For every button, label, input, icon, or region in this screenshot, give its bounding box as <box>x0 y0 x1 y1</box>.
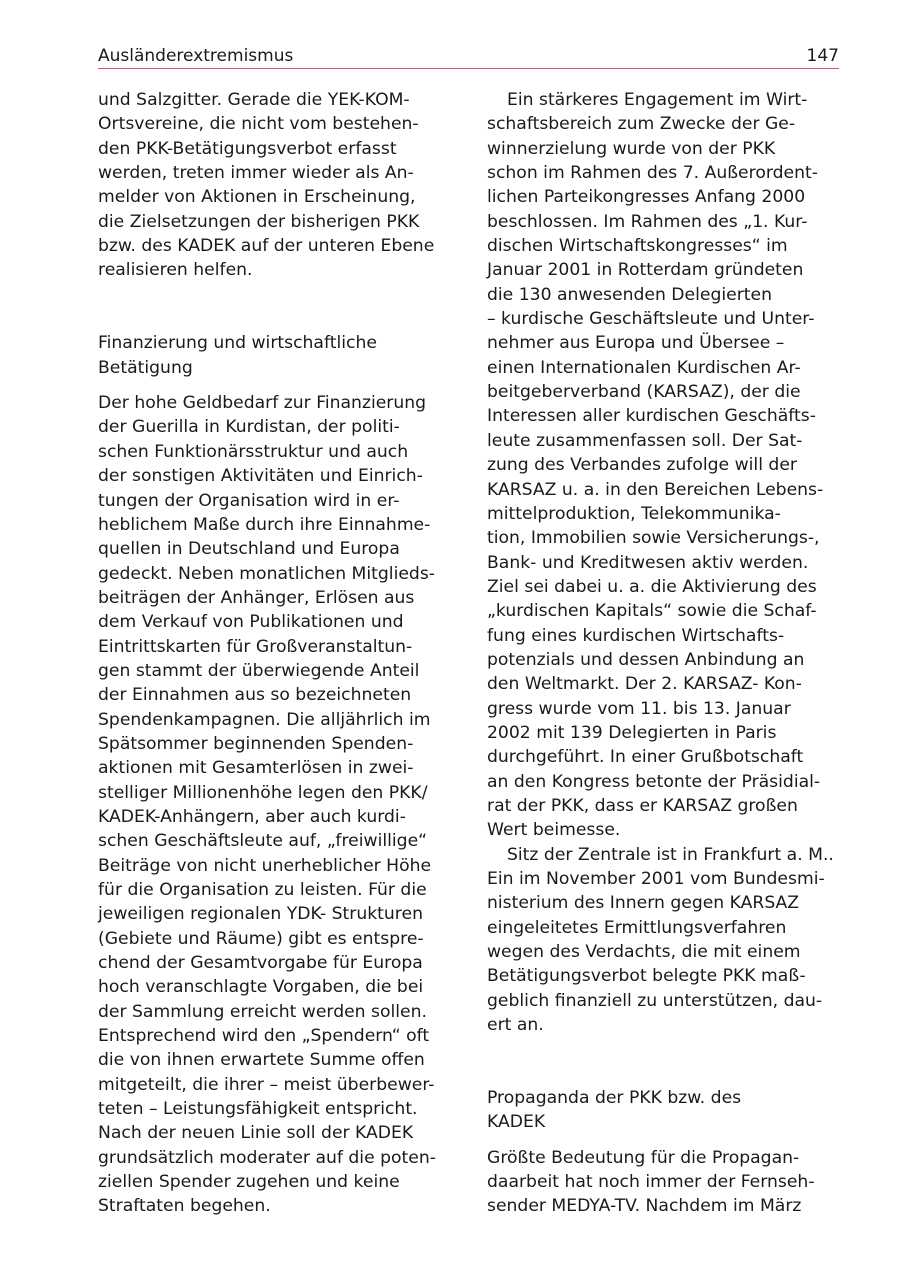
section-heading <box>98 331 458 380</box>
text-line: der Einnahmen aus so bezeichneten <box>98 685 412 706</box>
text-line: der sonstigen Aktivitäten und Einrich- <box>98 466 423 487</box>
spacer <box>98 283 458 307</box>
text-line: nehmer aus Europa und Übersee – <box>487 333 785 354</box>
text-line: tion, Immobilien sowie Versicherungs-, <box>487 528 820 549</box>
right-column <box>487 88 847 1219</box>
text-line: geblich finanziell zu unterstützen, dau- <box>487 990 823 1011</box>
text-line: durchgeführt. In einer Grußbotschaft <box>487 747 804 768</box>
text-line: mittelproduktion, Telekommunika- <box>487 503 781 524</box>
text-line: (Gebiete und Räume) gibt es entspre- <box>98 928 424 949</box>
text-line: beschlossen. Im Rahmen des „1. Kur- <box>487 211 808 232</box>
text-line: und Salzgitter. Gerade die YEK-KOM- <box>98 90 410 110</box>
text-line: grundsätzlich moderater auf die poten- <box>98 1147 436 1168</box>
text-line: schen Geschäftsleute auf, „freiwillige“ <box>98 831 428 852</box>
text-line: stelliger Millionenhöhe legen den PKK/ <box>98 782 428 803</box>
text-line: Ein stärkeres Engagement im Wirt- <box>507 90 808 110</box>
text-line: Januar 2001 in Rotterdam gründeten <box>487 260 804 281</box>
text-line: Interessen aller kurdischen Geschäfts- <box>487 406 816 427</box>
text-line: schon im Rahmen des 7. Außerordent- <box>487 163 818 184</box>
text-line: teten – Leistungsfähigkeit entspricht. <box>98 1099 418 1120</box>
page-number: 147 <box>806 46 839 66</box>
spacer <box>487 1062 847 1086</box>
text-line: tungen der Organisation wird in er- <box>98 490 400 511</box>
text-line: daarbeit hat noch immer der Fernseh- <box>487 1172 815 1193</box>
text-line: quellen in Deutschland und Europa <box>98 539 400 560</box>
spacer <box>98 380 458 391</box>
text-line: beiträgen der Anhänger, Erlösen aus <box>98 587 415 608</box>
text-line: Der hohe Geldbedarf zur Finanzierung <box>98 393 427 414</box>
text-line: potenzials und dessen Anbindung an <box>487 649 805 670</box>
spacer <box>98 307 458 331</box>
header-title: Ausländerextremismus <box>98 46 294 66</box>
paragraph <box>98 88 458 283</box>
text-line: Bank- und Kreditwesen aktiv werden. <box>487 552 809 573</box>
text-line: Größte Bedeutung für die Propagan- <box>487 1147 800 1168</box>
text-line: Sitz der Zentrale ist in Frankfurt a. M.. <box>507 844 834 865</box>
text-line: zung des Verbandes zufolge will der <box>487 455 797 476</box>
text-line: melder von Aktionen in Erscheinung, <box>98 187 416 208</box>
paragraph <box>487 1146 847 1219</box>
text-line: die von ihnen erwartete Summe offen <box>98 1050 425 1071</box>
text-line: Spendenkampagnen. Die alljährlich im <box>98 709 431 730</box>
text-line: – kurdische Geschäftsleute und Unter- <box>487 309 815 330</box>
text-line: Eintrittskarten für Großveranstaltun- <box>98 636 413 657</box>
text-line: beitgeberverband (KARSAZ), der die <box>487 382 801 403</box>
text-line: wegen des Verdachts, die mit einem <box>487 942 801 963</box>
text-line: rat der PKK, dass er KARSAZ großen <box>487 795 798 816</box>
paragraph <box>487 88 847 843</box>
text-line: KARSAZ u. a. in den Bereichen Lebens- <box>487 479 824 500</box>
text-line: lichen Parteikongresses Anfang 2000 <box>487 187 806 208</box>
spacer <box>487 1037 847 1061</box>
text-line: Ein im November 2001 vom Bundesmi- <box>487 869 825 889</box>
text-line: schen Funktionärsstruktur und auch <box>98 441 409 462</box>
text-line: den Weltmarkt. Der 2. KARSAZ- Kon- <box>487 674 802 695</box>
text-line: schaftsbereich zum Zwecke der Ge- <box>487 114 796 135</box>
text-line: Entsprechend wird den „Spendern“ oft <box>98 1026 430 1047</box>
text-line: leute zusammenfassen soll. Der Sat- <box>487 430 803 451</box>
text-line: Straftaten begehen. <box>98 1196 271 1217</box>
text-line: gress wurde vom 11. bis 13. Januar <box>487 698 791 719</box>
section-heading <box>487 1086 847 1135</box>
heading-line: Propaganda der PKK bzw. des <box>487 1088 742 1109</box>
text-line: 2002 mit 139 Delegierten in Paris <box>487 722 777 743</box>
text-line: heblichem Maße durch ihre Einnahme- <box>98 514 431 535</box>
text-line: gedeckt. Neben monatlichen Mitglieds- <box>98 563 436 584</box>
text-line: dem Verkauf von Publikationen und <box>98 612 404 633</box>
text-line: KADEK-Anhängern, aber auch kurdi- <box>98 806 406 827</box>
text-line: Betätigungsverbot belegte PKK maß- <box>487 966 806 987</box>
text-line: die 130 anwesenden Delegierten <box>487 284 773 305</box>
text-line: Wert beimesse. <box>487 820 621 841</box>
text-line: sender MEDYA-TV. Nachdem im März <box>487 1196 802 1217</box>
text-line: eingeleitetes Ermittlungsverfahren <box>487 917 787 938</box>
text-line: chend der Gesamtvorgabe für Europa <box>98 953 423 974</box>
text-line: realisieren helfen. <box>98 260 253 281</box>
text-line: dischen Wirtschaftskongresses“ im <box>487 236 788 257</box>
text-line: winnerzielung wurde von der PKK <box>487 138 776 159</box>
left-column <box>98 88 458 1219</box>
text-line: aktionen mit Gesamterlösen in zwei- <box>98 758 414 779</box>
text-line: Nach der neuen Linie soll der KADEK <box>98 1123 414 1144</box>
text-line: gen stammt der überwiegende Anteil <box>98 660 420 681</box>
text-line: einen Internationalen Kurdischen Ar- <box>487 357 801 378</box>
paragraph <box>487 843 847 1038</box>
text-line: bzw. des KADEK auf der unteren Ebene <box>98 236 435 257</box>
text-line: Ortsvereine, die nicht vom bestehen- <box>98 114 419 135</box>
text-line: werden, treten immer wieder als An- <box>98 163 414 184</box>
text-line: Ziel sei dabei u. a. die Aktivierung des <box>487 576 817 597</box>
text-line: Spätsommer beginnenden Spenden- <box>98 733 414 754</box>
running-header <box>98 44 839 69</box>
paragraph <box>98 391 458 1219</box>
text-line: den PKK-Betätigungsverbot erfasst <box>98 138 397 159</box>
text-line: jeweiligen regionalen YDK- Strukturen <box>98 904 423 925</box>
text-line: „kurdischen Kapitals“ sowie die Schaf- <box>487 601 817 622</box>
text-line: für die Organisation zu leisten. Für die <box>98 880 427 900</box>
text-line: ziellen Spender zugehen und keine <box>98 1172 400 1193</box>
heading-line: Finanzierung und wirtschaftliche <box>98 333 377 354</box>
text-line: nisterium des Innern gegen KARSAZ <box>487 893 800 914</box>
heading-line: KADEK <box>487 1112 546 1133</box>
heading-line: Betätigung <box>98 357 193 378</box>
spacer <box>487 1135 847 1146</box>
text-line: Beiträge von nicht unerheblicher Höhe <box>98 855 432 876</box>
text-line: die Zielsetzungen der bisherigen PKK <box>98 211 420 232</box>
text-line: fung eines kurdischen Wirtschafts- <box>487 625 785 646</box>
text-line: an den Kongress betonte der Präsidial- <box>487 771 821 792</box>
text-line: der Sammlung erreicht werden sollen. <box>98 1001 427 1022</box>
text-line: hoch veranschlagte Vorgaben, die bei <box>98 977 424 998</box>
text-line: mitgeteilt, die ihrer – meist überbewer- <box>98 1074 435 1095</box>
text-line: der Guerilla in Kurdistan, der politi- <box>98 417 400 438</box>
text-line: ert an. <box>487 1015 544 1036</box>
